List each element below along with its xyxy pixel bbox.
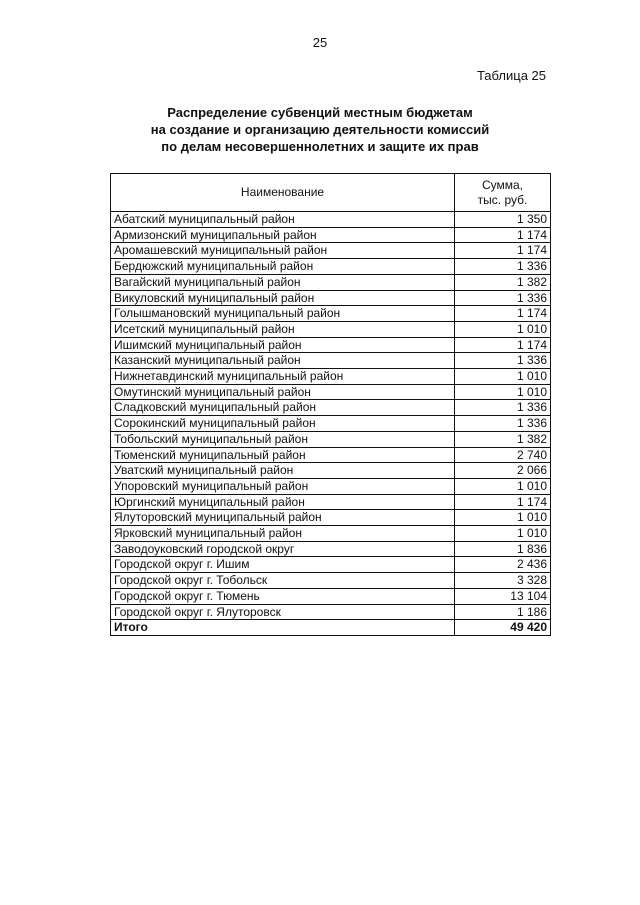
subvention-table [110,173,551,636]
row-name: Городской округ г. Тобольск [111,573,455,589]
row-name: Юргинский муниципальный район [111,494,455,510]
table-row [111,447,551,463]
row-sum: 1 836 [455,541,551,557]
row-name: Казанский муниципальный район [111,353,455,369]
row-name: Викуловский муниципальный район [111,290,455,306]
row-sum: 1 174 [455,337,551,353]
total-label: Итого [111,620,455,636]
document-title [0,104,640,155]
row-sum: 1 174 [455,306,551,322]
row-name: Абатский муниципальный район [111,212,455,228]
row-name: Вагайский муниципальный район [111,274,455,290]
row-name: Армизонский муниципальный район [111,227,455,243]
row-sum: 1 010 [455,510,551,526]
row-sum: 1 336 [455,416,551,432]
table-row [111,573,551,589]
row-sum: 1 010 [455,321,551,337]
table-row [111,259,551,275]
table-row [111,526,551,542]
table-row [111,416,551,432]
row-sum: 2 436 [455,557,551,573]
row-sum: 3 328 [455,573,551,589]
row-sum: 1 174 [455,494,551,510]
table-row [111,604,551,620]
column-header-sum-line2: тыс. руб. [477,192,528,207]
row-name: Заводоуковский городской округ [111,541,455,557]
table-row [111,369,551,385]
row-sum: 1 174 [455,243,551,259]
table-row [111,243,551,259]
row-sum: 13 104 [455,588,551,604]
table-row [111,306,551,322]
title-line-3: по делам несовершеннолетних и защите их прав [161,139,479,154]
row-sum: 1 350 [455,212,551,228]
row-name: Аромашевский муниципальный район [111,243,455,259]
row-sum: 1 336 [455,259,551,275]
table-total-row [111,620,551,636]
table-row [111,510,551,526]
row-name: Сладковский муниципальный район [111,400,455,416]
row-name: Городской округ г. Тюмень [111,588,455,604]
row-name: Нижнетавдинский муниципальный район [111,369,455,385]
title-line-1: Распределение субвенций местным бюджетам [167,105,473,120]
column-header-name: Наименование [111,174,455,212]
row-name: Городской округ г. Ишим [111,557,455,573]
table-row [111,494,551,510]
table-row [111,321,551,337]
table-row [111,463,551,479]
row-name: Сорокинский муниципальный район [111,416,455,432]
row-sum: 1 186 [455,604,551,620]
row-sum: 1 010 [455,369,551,385]
column-header-sum [455,174,551,212]
table-row [111,400,551,416]
row-sum: 1 336 [455,290,551,306]
title-line-2: на создание и организацию деятельности комиссий [150,122,490,137]
table-row [111,557,551,573]
row-sum: 2 066 [455,463,551,479]
table-header-row [111,174,551,212]
table-row [111,353,551,369]
row-name: Тюменский муниципальный район [111,447,455,463]
table-row [111,274,551,290]
column-header-sum-line1: Сумма, [481,177,524,192]
row-sum: 1 382 [455,431,551,447]
row-name: Ишимский муниципальный район [111,337,455,353]
row-name: Ярковский муниципальный район [111,526,455,542]
table-label: Таблица 25 [476,68,546,83]
table-row [111,478,551,494]
row-name: Исетский муниципальный район [111,321,455,337]
row-name: Упоровский муниципальный район [111,478,455,494]
row-sum: 1 010 [455,384,551,400]
row-sum: 1 382 [455,274,551,290]
row-name: Омутинский муниципальный район [111,384,455,400]
row-name: Голышмановский муниципальный район [111,306,455,322]
row-name: Городской округ г. Ялуторовск [111,604,455,620]
row-name: Тобольский муниципальный район [111,431,455,447]
row-sum: 1 336 [455,353,551,369]
row-sum: 1 010 [455,478,551,494]
row-sum: 1 336 [455,400,551,416]
table-row [111,588,551,604]
row-name: Бердюжский муниципальный район [111,259,455,275]
table-row [111,541,551,557]
row-sum: 1 010 [455,526,551,542]
table-row [111,290,551,306]
row-name: Ялуторовский муниципальный район [111,510,455,526]
row-sum: 1 174 [455,227,551,243]
table-row [111,431,551,447]
row-name: Уватский муниципальный район [111,463,455,479]
page-number: 25 [312,35,328,50]
row-sum: 2 740 [455,447,551,463]
total-sum: 49 420 [455,620,551,636]
table-row [111,384,551,400]
table-row [111,212,551,228]
table-row [111,227,551,243]
table-row [111,337,551,353]
table-body [111,212,551,620]
